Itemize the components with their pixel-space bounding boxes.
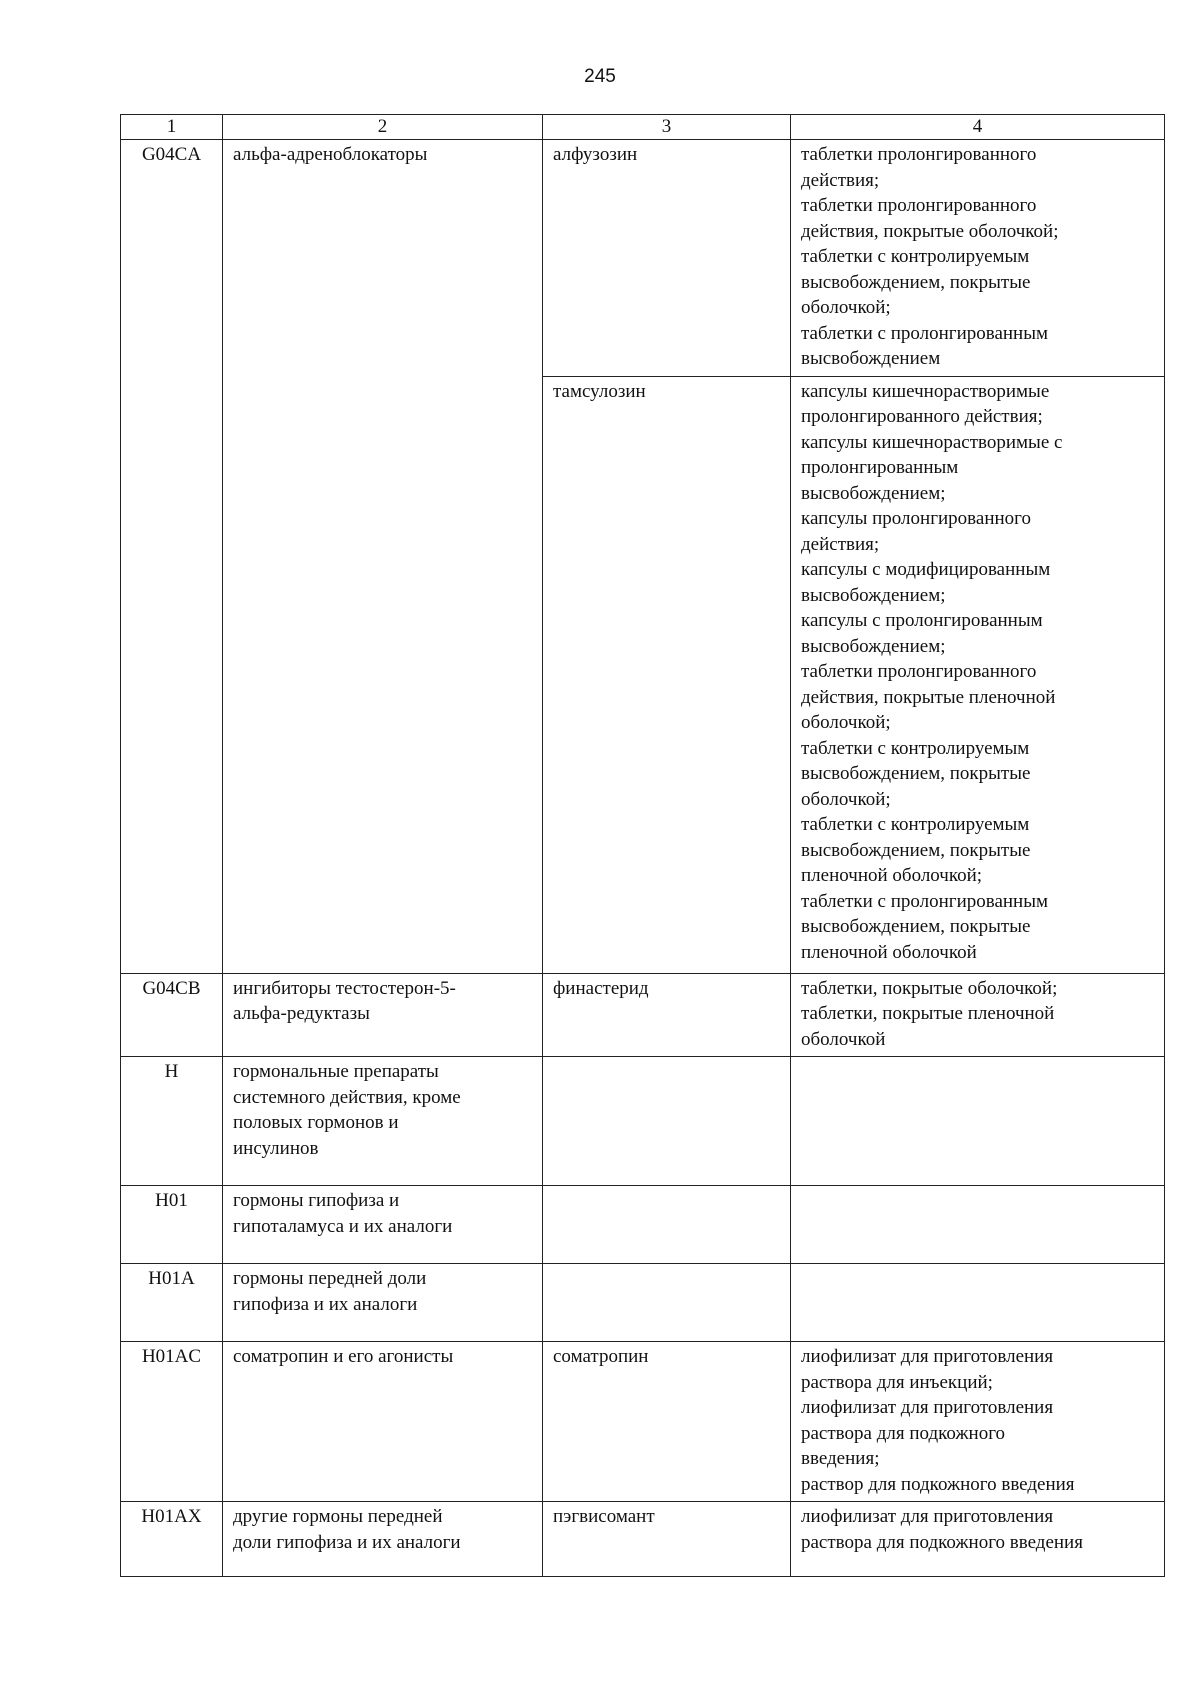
text-line: введения; [801,1448,880,1469]
text-line: таблетки пролонгированного [801,195,1037,216]
group-name-cell [223,1264,543,1342]
dosage-form-cell [791,1057,1165,1186]
dosage-form-cell [791,1186,1165,1264]
atc-code-cell: H01 [121,1186,223,1264]
dosage-form-cell [791,1342,1165,1502]
text-line: раствора для подкожного введения [801,1531,1083,1553]
text-line: половых гормонов и [233,1112,399,1133]
group-name-cell [223,1502,543,1577]
group-name-cell [223,1342,543,1502]
drug-name-cell: алфузозин [543,140,791,377]
column-header-4: 4 [791,115,1165,140]
text-line: высвобождением; [801,635,946,657]
dosage-form-cell [791,1502,1165,1577]
atc-code-cell: H01AX [121,1502,223,1577]
table-row [121,1057,1165,1186]
drug-name-cell [543,1057,791,1186]
text-line: высвобождением; [801,482,946,504]
text-line: высвобождением, покрытые [801,916,1031,937]
table-row [121,1186,1165,1264]
table-row [121,1502,1165,1577]
text-line: капсулы кишечнорастворимые [801,380,1050,402]
atc-code-cell: G04CB [121,973,223,1057]
text-line: системного действия, кроме [233,1086,461,1108]
text-line: гормональные препараты [233,1061,439,1082]
page-number: 245 [584,66,616,87]
group-name-cell [223,973,543,1057]
text-line: высвобождением; [801,584,946,606]
column-header-1: 1 [121,115,223,140]
text-line: капсулы с модифицированным [801,559,1051,580]
text-line: таблетки, покрытые оболочкой; [801,977,1058,999]
text-line: высвобождением, покрытые [801,763,1031,784]
table-row [121,1342,1165,1502]
text-line: раствор для подкожного введения [801,1473,1075,1495]
text-line: оболочкой [801,1028,886,1050]
text-line: высвобождением [801,348,941,369]
text-line: таблетки с контролируемым [801,814,1030,835]
text-line: таблетки с контролируемым [801,246,1030,267]
text-line: оболочкой; [801,712,891,733]
text-line: лиофилизат для приготовления [801,1397,1054,1418]
column-header-3: 3 [543,115,791,140]
text-line: действия; [801,169,880,191]
group-name-cell [223,1057,543,1186]
text-line: действия, покрытые оболочкой; [801,220,1059,242]
text-line: пленочной оболочкой; [801,865,983,886]
atc-code-cell: H01A [121,1264,223,1342]
text-line: гипоталамуса и их аналоги [233,1215,453,1237]
dosage-form-cell [791,1264,1165,1342]
text-line: гормоны гипофиза и [233,1190,400,1211]
text-line: лиофилизат для приготовления [801,1506,1054,1527]
text-line: соматропин и его агонисты [233,1346,454,1367]
text-line: альфа-адреноблокаторы [233,144,428,165]
text-line: таблетки пролонгированного [801,144,1037,165]
text-line: высвобождением, покрытые [801,839,1031,861]
text-line: высвобождением, покрытые [801,271,1031,293]
drug-name-cell: тамсулозин [543,376,791,973]
text-line: таблетки с пролонгированным [801,322,1049,344]
drug-name-cell [543,1264,791,1342]
dosage-form-cell [791,140,1165,377]
text-line: оболочкой; [801,788,891,810]
text-line: ингибиторы тестостерон-5- [233,977,456,999]
text-line: действия, покрытые пленочной [801,686,1056,708]
text-line: другие гормоны передней [233,1506,443,1527]
drug-name-cell: соматропин [543,1342,791,1502]
text-line: доли гипофиза и их аналоги [233,1531,461,1553]
text-line: таблетки, покрытые пленочной [801,1003,1055,1024]
text-line: лиофилизат для приготовления [801,1346,1054,1367]
text-line: капсулы кишечнорастворимые с [801,431,1063,453]
table-row [121,1264,1165,1342]
text-line: капсулы с пролонгированным [801,610,1043,631]
group-name-cell [223,140,543,974]
atc-code-cell: H [121,1057,223,1186]
text-line: гормоны передней доли [233,1268,427,1289]
drug-name-cell [543,1186,791,1264]
group-name-cell [223,1186,543,1264]
table-row [121,973,1165,1057]
table-row [121,140,1165,377]
atc-code-cell: H01AC [121,1342,223,1502]
text-line: таблетки с контролируемым [801,737,1030,759]
dosage-form-cell [791,973,1165,1057]
text-line: таблетки пролонгированного [801,661,1037,682]
column-header-2: 2 [223,115,543,140]
text-line: пролонгированным [801,457,959,478]
dosage-form-cell [791,376,1165,973]
text-line: таблетки с пролонгированным [801,890,1049,912]
text-line: инсулинов [233,1137,319,1159]
text-line: альфа-редуктазы [233,1003,370,1024]
text-line: раствора для инъекций; [801,1371,993,1393]
text-line: оболочкой; [801,297,891,318]
text-line: капсулы пролонгированного [801,508,1031,529]
header-row [121,115,1165,140]
drug-name-cell: финастерид [543,973,791,1057]
text-line: гипофиза и их аналоги [233,1293,418,1315]
drug-name-cell: пэгвисомант [543,1502,791,1577]
text-line: действия; [801,533,880,555]
drug-registry-table [120,114,1165,1577]
atc-code-cell: G04CA [121,140,223,974]
text-line: раствора для подкожного [801,1422,1006,1444]
text-line: пленочной оболочкой [801,941,977,963]
text-line: пролонгированного действия; [801,406,1043,427]
